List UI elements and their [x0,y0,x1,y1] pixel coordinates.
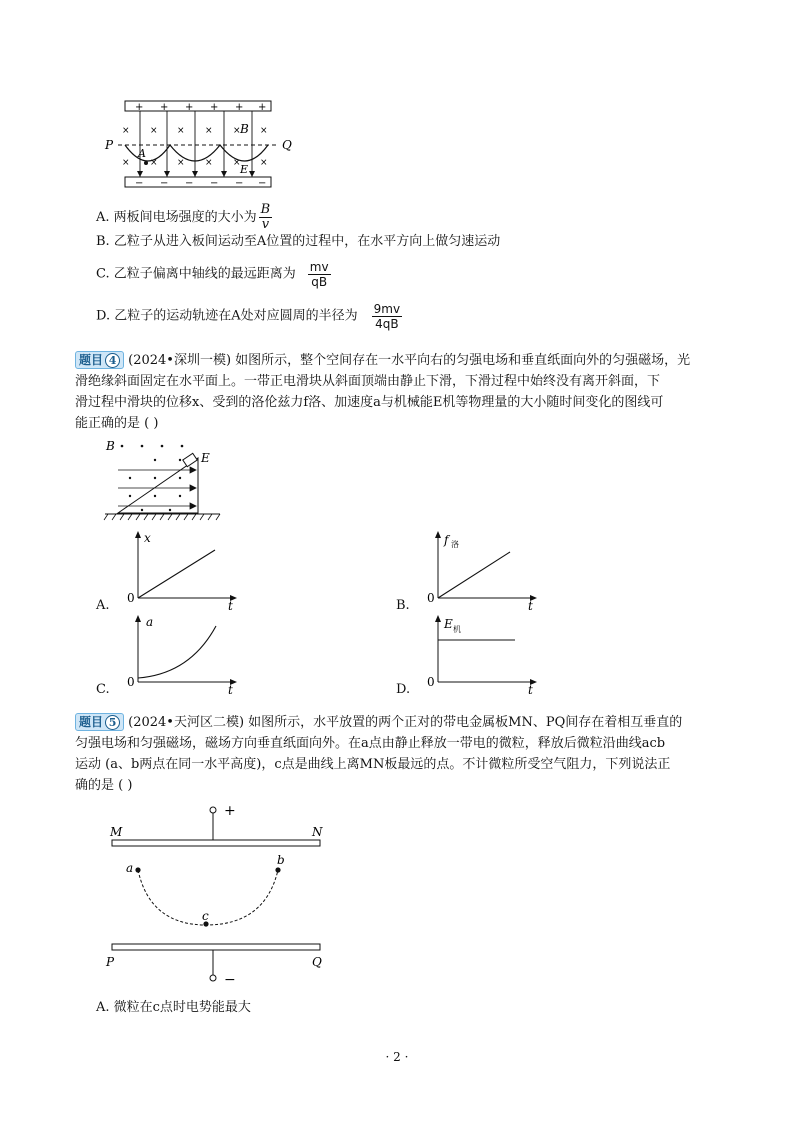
label-P: P [105,138,114,152]
svg-text:E: E [201,451,210,465]
graph-a [120,528,245,613]
svg-text:x: x [144,531,151,545]
svg-text:×: × [260,126,268,136]
svg-text:+: + [258,102,267,113]
svg-text:×: × [150,126,158,136]
svg-text:t: t [228,683,233,697]
svg-text:M: M [110,825,123,839]
option-b: B. 乙粒子从进入板间运动至A位置的过程中，在水平方向上做匀速运动 [96,234,501,249]
figure-plates-trajectory [100,95,300,195]
plus-sign: + [135,102,144,113]
svg-text:−: − [224,972,236,988]
svg-text:−: − [258,178,267,189]
question-4-text: 题目 4 (2024•深圳一模) 如图所示，整个空间存在一水平向右的匀强电场和垂直纸面向外的匀强磁场，光 滑绝缘斜面固定在水平面上。一带正电滑块从斜面顶端由静止下滑，下滑过程中始终没有离开斜面，下 滑过程中滑块的位移x、受到的洛伦兹力f洛、加速度a与机械能E机等物理量的大小随时间变化的图线可 能正确的是 ( ) [75,353,691,431]
svg-text:0: 0 [127,675,135,689]
option-d: D. 乙粒子的运动轨迹在A处对应圆周的半径为 $\frac{9mv}{4qB}$ [96,302,401,331]
svg-text:P: P [106,955,115,969]
svg-text:×: × [205,158,213,168]
svg-text:a: a [126,861,134,875]
svg-text:−: − [235,178,244,189]
svg-text:−: − [210,178,219,189]
svg-text:E: E [444,617,453,631]
option-c: C. 乙粒子偏离中轴线的最远距离为 $\frac{mv}{qB}$ [96,260,329,289]
label-B: B [240,122,249,136]
question-badge: 题目 5 [75,713,124,731]
graph-d [420,612,545,697]
graph-b-label: B. [396,598,410,613]
svg-text:×: × [177,126,185,136]
minus-sign: − [135,178,144,189]
svg-text:+: + [224,803,236,819]
svg-text:0: 0 [427,591,435,605]
svg-text:t: t [228,599,233,613]
svg-text:t: t [528,683,533,697]
svg-text:b: b [277,853,285,867]
svg-text:×: × [122,158,130,168]
svg-text:×: × [260,158,268,168]
svg-text:×: × [205,126,213,136]
svg-text:f: f [444,533,449,547]
question-badge: 题目 4 [75,351,124,369]
svg-text:×: × [122,126,130,136]
question-5-text: 题目 5 (2024•天河区二模) 如图所示，水平放置的两个正对的带电金属板MN、PQ间存在着相互垂直的 匀强电场和匀强磁场，磁场方向垂直纸面向外。在a点由静止释放一带电的微粒，释放后微粒沿曲线acb 运动 (a、b两点在同一水平高度)，c点是曲线上离MN板最远的点。不计微粒所受空气阻力，下列说法正 确的是 ( ) [75,715,683,793]
svg-text:Q: Q [312,955,322,969]
svg-text:0: 0 [127,591,135,605]
graph-c-label: C. [96,682,110,697]
svg-text:+: + [235,102,244,113]
page-number: · 2 · [385,1050,409,1064]
svg-text:洛: 洛 [451,540,459,549]
figure-incline [100,438,230,523]
svg-text:N: N [312,825,323,839]
graph-b [420,528,545,613]
svg-text:+: + [210,102,219,113]
svg-text:×: × [233,158,241,168]
svg-text:−: − [160,178,169,189]
svg-text:×: × [150,158,158,168]
figure-plates-mn-pq [100,800,340,990]
graph-d-label: D. [396,682,411,697]
svg-text:机: 机 [453,625,461,634]
label-A: A [138,147,146,160]
graph-c [120,612,245,697]
svg-text:−: − [185,178,194,189]
svg-text:0: 0 [427,675,435,689]
q5-option-a: A. 微粒在c点时电势能最大 [96,1000,251,1015]
svg-text:+: + [160,102,169,113]
svg-text:×: × [233,126,241,136]
svg-text:×: × [177,158,185,168]
svg-text:t: t [528,599,533,613]
graph-a-label: A. [96,598,110,613]
label-Q: Q [282,138,292,152]
svg-text:B: B [106,439,115,453]
svg-text:a: a [146,615,154,629]
option-a: A. 两板间电场强度的大小为 $\frac{B}{v}$ [96,202,271,232]
svg-text:+: + [185,102,194,113]
svg-text:c: c [202,909,209,923]
label-E: E [240,163,249,176]
